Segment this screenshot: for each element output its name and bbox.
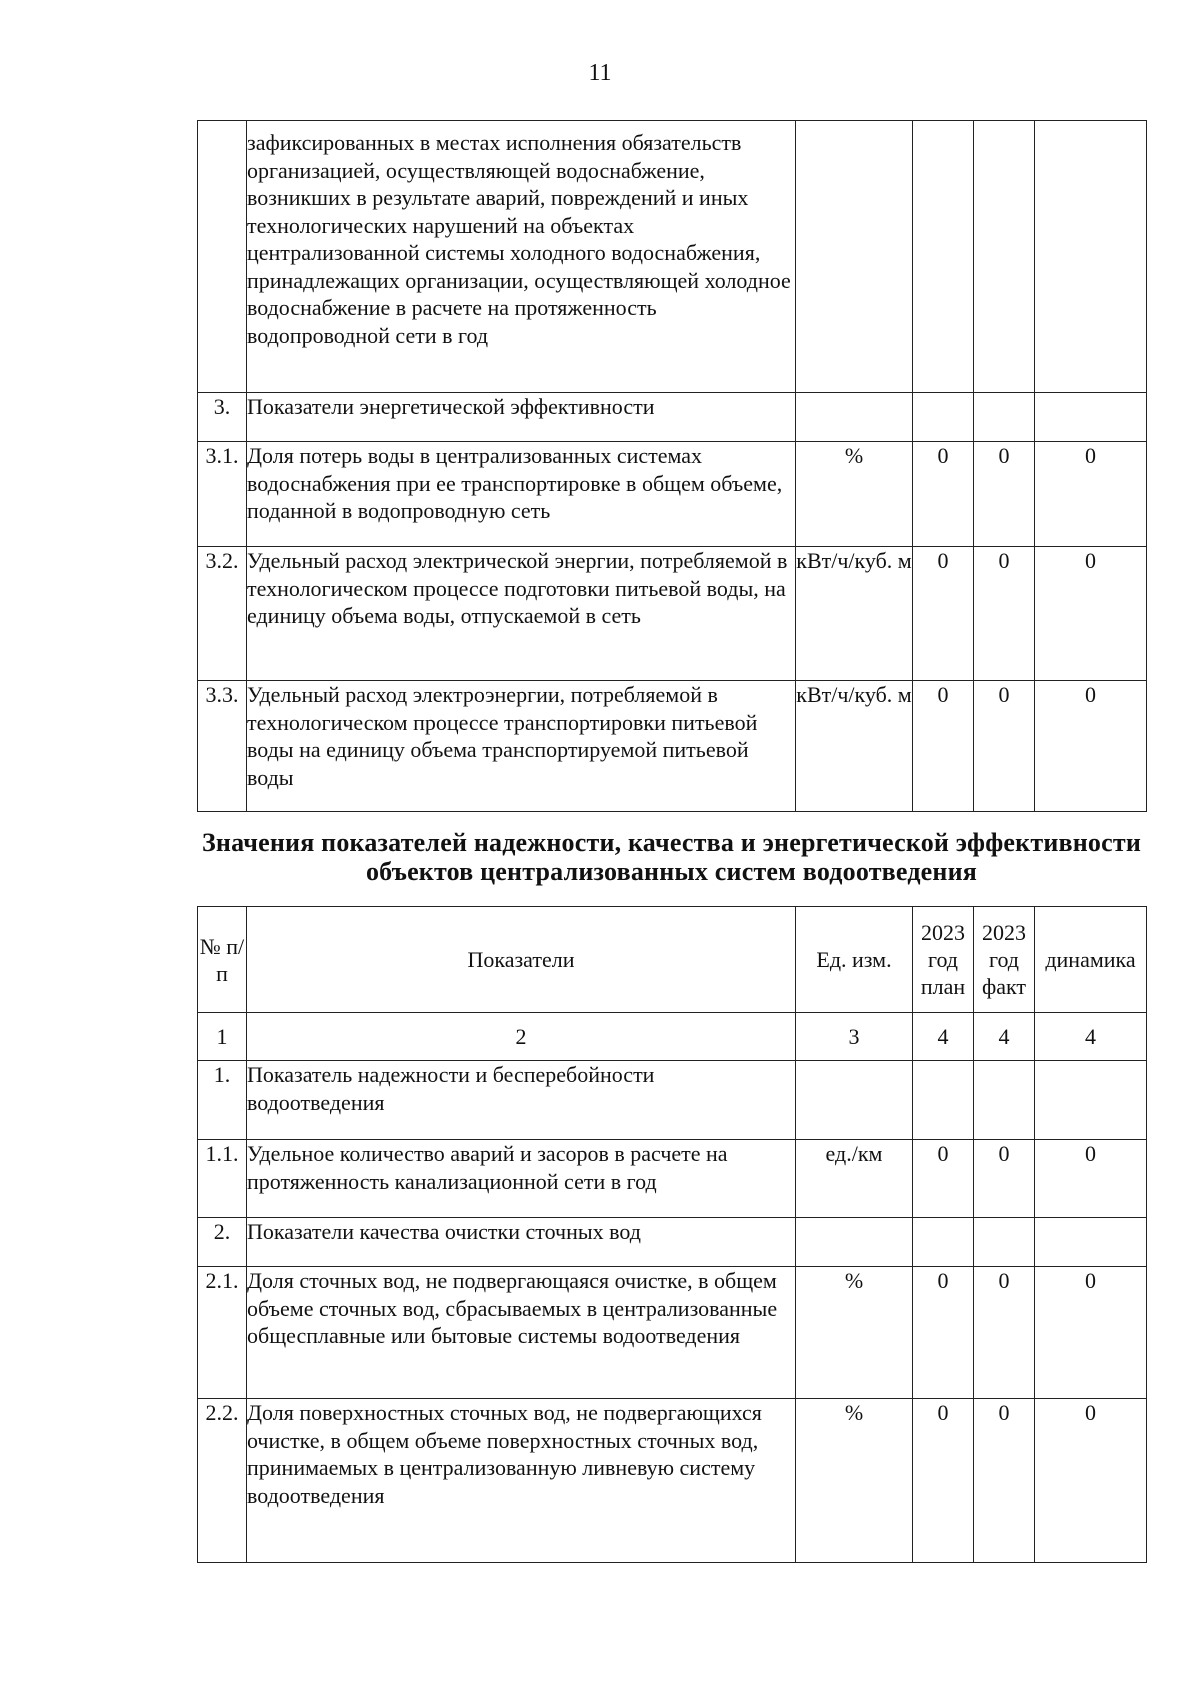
indicator-text: Показатели качества очистки сточных вод: [247, 1218, 796, 1267]
unit-cell: ед./км: [796, 1140, 913, 1218]
fact-value: 0: [974, 1399, 1035, 1563]
table-row: [198, 547, 1147, 681]
table-row: [198, 1140, 1147, 1218]
plan-value: 0: [913, 1399, 974, 1563]
table-row: [198, 681, 1147, 812]
row-number: 2.2.: [198, 1399, 247, 1563]
dynamics-value: 0: [1035, 442, 1147, 547]
row-number: [198, 121, 247, 393]
table-row: [198, 1267, 1147, 1399]
unit-cell: кВт/ч/куб. м: [796, 681, 913, 812]
dynamics-value: [1035, 1061, 1147, 1140]
column-index: 4: [1035, 1013, 1147, 1061]
row-number: 3.: [198, 393, 247, 442]
dynamics-value: 0: [1035, 1267, 1147, 1399]
unit-cell: %: [796, 1399, 913, 1563]
sewerage-indicators-table: [197, 906, 1147, 1563]
column-index: 4: [913, 1013, 974, 1061]
unit-cell: кВт/ч/куб. м: [796, 547, 913, 681]
row-number: 1.: [198, 1061, 247, 1140]
row-number: 2.: [198, 1218, 247, 1267]
energy-efficiency-table: [197, 120, 1147, 812]
table-row: [198, 1218, 1147, 1267]
unit-cell: [796, 1218, 913, 1267]
fact-value: 0: [974, 681, 1035, 812]
table-row: [198, 442, 1147, 547]
row-number: 2.1.: [198, 1267, 247, 1399]
fact-value: 0: [974, 442, 1035, 547]
plan-value: 0: [913, 442, 974, 547]
indicator-text: Удельное количество аварий и засоров в расчете на протяженность канализационной сети в год: [247, 1140, 796, 1218]
header-indicator: Показатели: [247, 907, 796, 1013]
table-row: [198, 1399, 1147, 1563]
plan-value: 0: [913, 681, 974, 812]
plan-value: 0: [913, 547, 974, 681]
indicator-text: Доля потерь воды в централизованных системах водоснабжения при ее транспортировке в общем объеме, поданной в водопроводную сеть: [247, 442, 796, 547]
fact-value: 0: [974, 547, 1035, 681]
dynamics-value: [1035, 1218, 1147, 1267]
fact-value: [974, 393, 1035, 442]
fact-value: 0: [974, 1140, 1035, 1218]
unit-cell: [796, 1061, 913, 1140]
header-unit: Ед. изм.: [796, 907, 913, 1013]
unit-cell: %: [796, 1267, 913, 1399]
column-index: 1: [198, 1013, 247, 1061]
column-index-row: [198, 1013, 1147, 1061]
dynamics-value: 0: [1035, 547, 1147, 681]
header-plan: 2023 год план: [913, 907, 974, 1013]
header-number: № п/п: [198, 907, 247, 1013]
indicator-text: Показатель надежности и бесперебойности водоотведения: [247, 1061, 796, 1140]
row-number: 3.1.: [198, 442, 247, 547]
indicator-text: Удельный расход электроэнергии, потребляемой в технологическом процессе транспортировки питьевой воды на единицу объема транспортируемой питьевой воды: [247, 681, 796, 812]
column-index: 3: [796, 1013, 913, 1061]
page-number: 11: [588, 60, 612, 86]
dynamics-value: 0: [1035, 1399, 1147, 1563]
plan-value: 0: [913, 1140, 974, 1218]
table-row: [198, 1061, 1147, 1140]
fact-value: [974, 121, 1035, 393]
section-title: Значения показателей надежности, качества и энергетической эффективности объектов централизованных систем водоотведения: [201, 828, 1142, 886]
row-number: 3.2.: [198, 547, 247, 681]
header-row: [198, 907, 1147, 1013]
row-number: 1.1.: [198, 1140, 247, 1218]
fact-value: [974, 1061, 1035, 1140]
table-row: [198, 393, 1147, 442]
unit-cell: %: [796, 442, 913, 547]
indicator-text: Доля сточных вод, не подвергающаяся очистке, в общем объеме сточных вод, сбрасываемых в централизованные общесплавные или бытовые системы водоотведения: [247, 1267, 796, 1399]
unit-cell: [796, 393, 913, 442]
column-index: 4: [974, 1013, 1035, 1061]
indicator-text: Удельный расход электрической энергии, потребляемой в технологическом процессе подготовки питьевой воды, на единицу объема воды, отпускаемой в сеть: [247, 547, 796, 681]
row-number: 3.3.: [198, 681, 247, 812]
plan-value: [913, 1218, 974, 1267]
fact-value: [974, 1218, 1035, 1267]
plan-value: [913, 1061, 974, 1140]
column-index: 2: [247, 1013, 796, 1061]
header-fact: 2023 год факт: [974, 907, 1035, 1013]
indicator-text: Показатели энергетической эффективности: [247, 393, 796, 442]
dynamics-value: 0: [1035, 1140, 1147, 1218]
plan-value: [913, 393, 974, 442]
indicator-text: Доля поверхностных сточных вод, не подвергающихся очистке, в общем объеме поверхностных сточных вод, принимаемых в централизованную ливневую систему водоотведения: [247, 1399, 796, 1563]
dynamics-value: [1035, 121, 1147, 393]
dynamics-value: [1035, 393, 1147, 442]
unit-cell: [796, 121, 913, 393]
indicator-text: зафиксированных в местах исполнения обязательств организацией, осуществляющей водоснабжение, возникших в результате аварий, повреждений и иных технологических нарушений на объектах централизованной системы холодного водоснабжения, принадлежащих организации, осуществляющей холодное водоснабжение в расчете на протяженность водопроводной сети в год: [247, 121, 796, 393]
header-dynamics: динамика: [1035, 907, 1147, 1013]
table-row: [198, 121, 1147, 393]
plan-value: [913, 121, 974, 393]
plan-value: 0: [913, 1267, 974, 1399]
dynamics-value: 0: [1035, 681, 1147, 812]
fact-value: 0: [974, 1267, 1035, 1399]
